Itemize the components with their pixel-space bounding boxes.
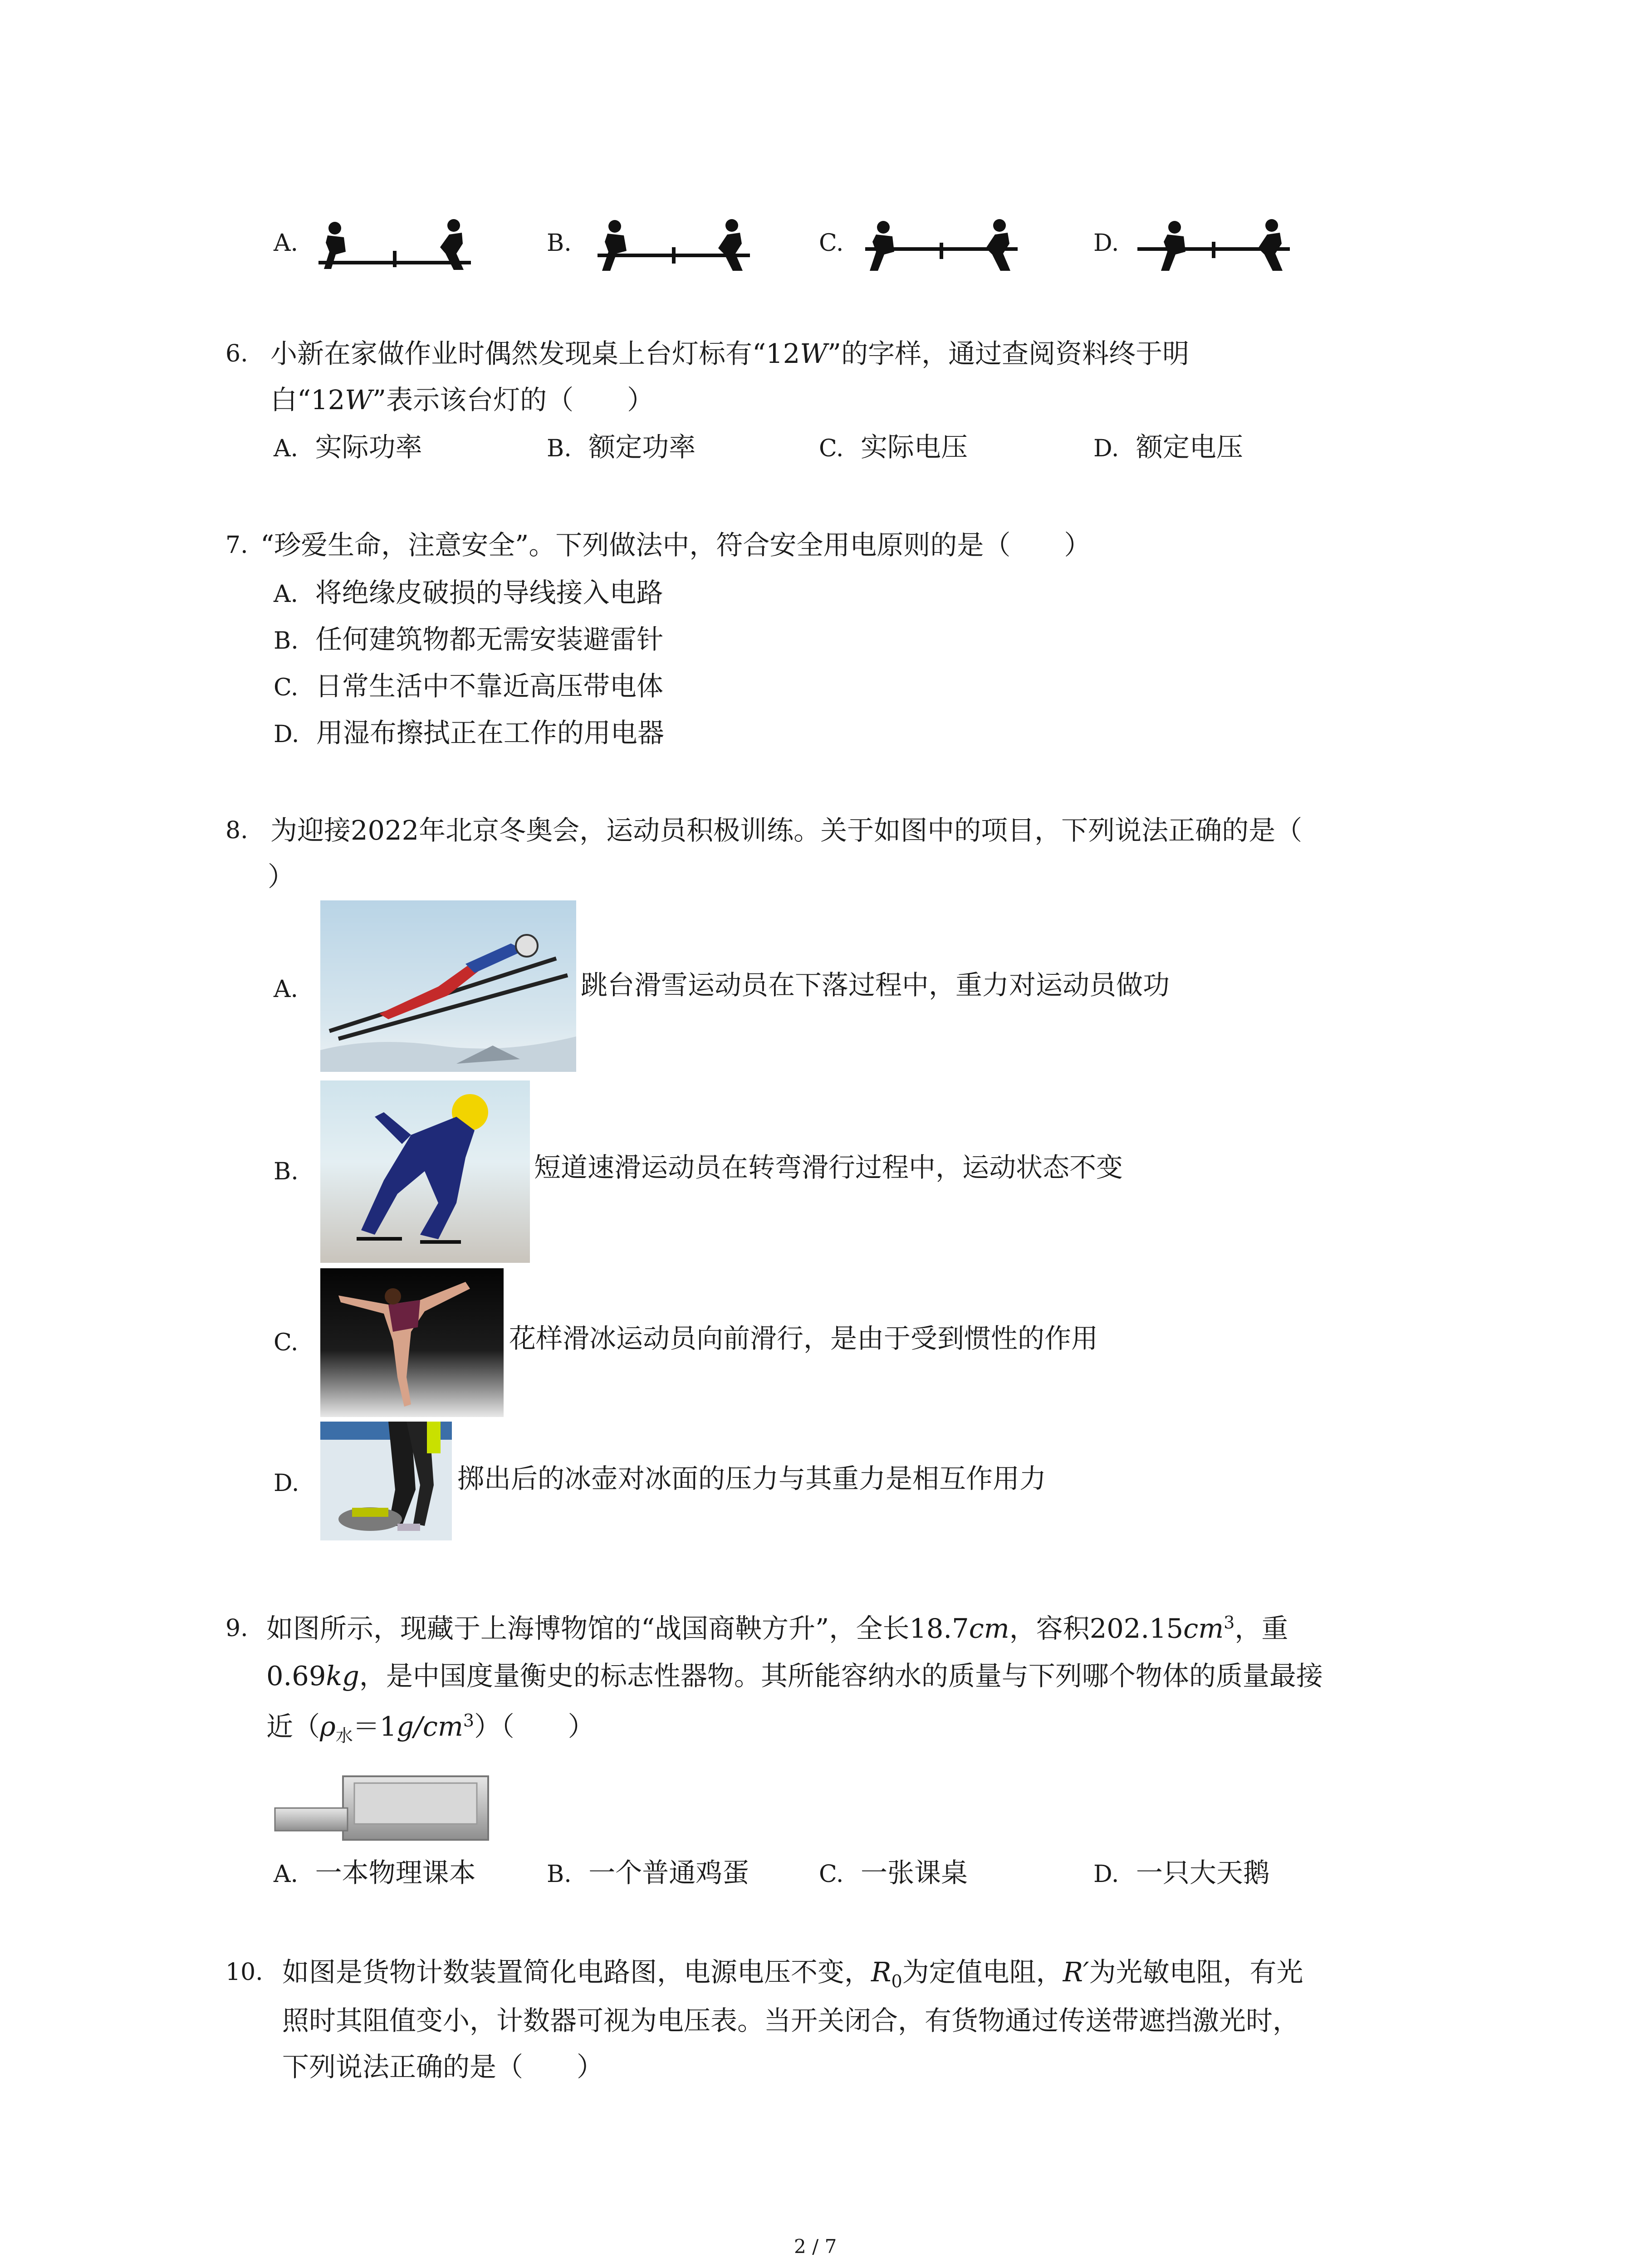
question-stem-line [282, 1956, 1303, 1991]
question-number: 10. [225, 1959, 263, 1986]
question-number: 8. [225, 817, 248, 844]
question-number: 6. [225, 340, 248, 367]
option-text: 一张课桌 [860, 1857, 968, 1888]
option-letter: C. [819, 1861, 844, 1888]
option-letter: A. [274, 581, 299, 608]
ski-jumper-photo [320, 900, 576, 1072]
option-letter: C. [819, 435, 844, 462]
option-text: 一个普通鸡蛋 [588, 1857, 749, 1888]
stem-text: 小新在家做作业时偶然发现桌上台灯标有“12 [270, 338, 800, 369]
option-text: 实际电压 [860, 431, 968, 463]
unit-text: cm [1183, 1613, 1224, 1644]
option-text: 一本物理课本 [315, 1857, 476, 1888]
option-text: 跳台滑雪运动员在下落过程中，重力对运动员做功 [581, 969, 1170, 1001]
option-b [547, 1859, 749, 1886]
option-letter: B. [274, 1158, 299, 1185]
q5-option-d-letter: D. [1093, 230, 1119, 257]
superscript: 3 [1224, 1613, 1235, 1633]
speed-skater-photo [320, 1080, 530, 1263]
stem-text: 近（ [266, 1711, 320, 1742]
option-letter: A. [274, 976, 299, 1003]
option-letter: A. [274, 1861, 299, 1888]
option-c [819, 1859, 968, 1886]
stem-text: 如图是货物计数装置简化电路图，电源电压不变， [282, 1956, 872, 1988]
stem-text: ，重 [1234, 1613, 1288, 1644]
figure-skater-photo [320, 1268, 504, 1417]
subscript: 水 [335, 1725, 353, 1746]
question-number: 9. [225, 1615, 248, 1642]
option-letter: D. [1093, 1861, 1119, 1888]
option-d [1093, 431, 1243, 463]
unit-text: W [800, 338, 828, 369]
q5-option-a-letter: A. [274, 230, 299, 257]
stem-text: 0.69 [266, 1660, 326, 1691]
option-text: 将绝缘皮破损的导线接入电路 [315, 577, 663, 608]
shang-yang-measure-photo [270, 1767, 495, 1846]
option-a [274, 431, 422, 463]
unit-text: W [345, 384, 372, 415]
q5-option-b-letter: B. [547, 230, 572, 257]
unit-text: cm [969, 1613, 1009, 1644]
option-a [274, 1859, 476, 1886]
option-letter: B. [274, 627, 299, 655]
curling-stone-photo [320, 1422, 452, 1540]
stem-text: ）（ ） [474, 1711, 595, 1742]
option-text: 额定电压 [1136, 431, 1243, 463]
tug-of-war-figures-icon [597, 215, 751, 279]
option-b [274, 626, 663, 653]
option-text: 任何建筑物都无需安装避雷针 [315, 624, 664, 655]
stem-text: ＝1 [353, 1711, 397, 1742]
q5-option-c-letter: C. [819, 230, 844, 257]
question-stem-line [270, 340, 1189, 367]
option-text: 掷出后的冰壶对冰面的压力与其重力是相互作用力 [457, 1463, 1047, 1494]
option-text: 实际功率 [315, 431, 422, 463]
question-stem-line [270, 386, 654, 413]
question-stem-line: 下列说法正确的是（ ） [282, 2051, 604, 2082]
stem-text: 为定值电阻， [902, 1956, 1063, 1988]
question-stem-line: 为迎接2022年北京冬奥会，运动员积极训练。关于如图中的项目，下列说法正确的是（ [270, 815, 1303, 846]
option-text: 一只大天鹅 [1136, 1857, 1270, 1888]
option-letter: A. [274, 435, 299, 462]
option-d [274, 719, 664, 746]
stem-text: ”的字样，通过查阅资料终于明 [827, 338, 1190, 369]
unit-text: g/cm [397, 1711, 463, 1742]
tug-of-war-figures-icon [1136, 215, 1291, 279]
option-c [819, 431, 968, 463]
option-text: 短道速滑运动员在转弯滑行过程中，运动状态不变 [534, 1152, 1123, 1183]
option-letter: D. [274, 721, 299, 748]
question-number: 7. [225, 532, 248, 559]
stem-text: ，容积202.15 [1009, 1613, 1184, 1644]
option-d [1093, 1859, 1270, 1886]
option-letter: C. [274, 1329, 299, 1356]
stem-text: 如图所示，现藏于上海博物馆的“战国商鞅方升”，全长18.7 [266, 1613, 969, 1644]
question-stem-line [266, 1662, 1323, 1689]
tug-of-war-figures-icon [864, 215, 1019, 279]
question-stem-line: “珍爱生命，注意安全”。下列做法中，符合安全用电原则的是（ ） [260, 529, 1091, 561]
question-stem-line: 照时其阻值变小，计数器可视为电压表。当开关闭合，有货物通过传送带遮挡激光时， [282, 2005, 1300, 2036]
symbol-text: R [871, 1956, 892, 1988]
option-b [547, 431, 696, 463]
option-text: 用湿布擦拭正在工作的用电器 [316, 717, 664, 748]
option-text: 日常生活中不靠近高压带电体 [315, 670, 663, 702]
stem-text: 白“12 [270, 384, 345, 415]
question-stem-line [266, 1712, 595, 1744]
option-c [274, 670, 663, 702]
option-letter: B. [547, 1861, 572, 1888]
question-stem-line: ） [268, 861, 295, 892]
subscript: 0 [891, 1971, 902, 1991]
stem-text: ”表示该台灯的（ ） [372, 384, 654, 415]
option-letter: D. [1093, 435, 1119, 462]
option-letter: B. [547, 435, 572, 462]
superscript: 3 [463, 1711, 475, 1730]
symbol-text: R′ [1063, 1956, 1089, 1988]
stem-text: ，是中国度量衡史的标志性器物。其所能容纳水的质量与下列哪个物体的质量最接 [359, 1660, 1323, 1691]
option-text: 花样滑冰运动员向前滑行，是由于受到惯性的作用 [509, 1323, 1098, 1354]
option-text: 额定功率 [588, 431, 696, 463]
option-a [274, 579, 663, 606]
page-number: 2 / 7 [794, 2235, 837, 2258]
question-stem-line [266, 1614, 1288, 1642]
tug-of-war-figures-icon [318, 215, 472, 279]
option-letter: C. [274, 674, 299, 701]
option-letter: D. [274, 1470, 299, 1497]
stem-text: 为光敏电阻，有光 [1089, 1956, 1303, 1988]
unit-text: kg [326, 1660, 359, 1691]
symbol-text: ρ [320, 1711, 336, 1742]
